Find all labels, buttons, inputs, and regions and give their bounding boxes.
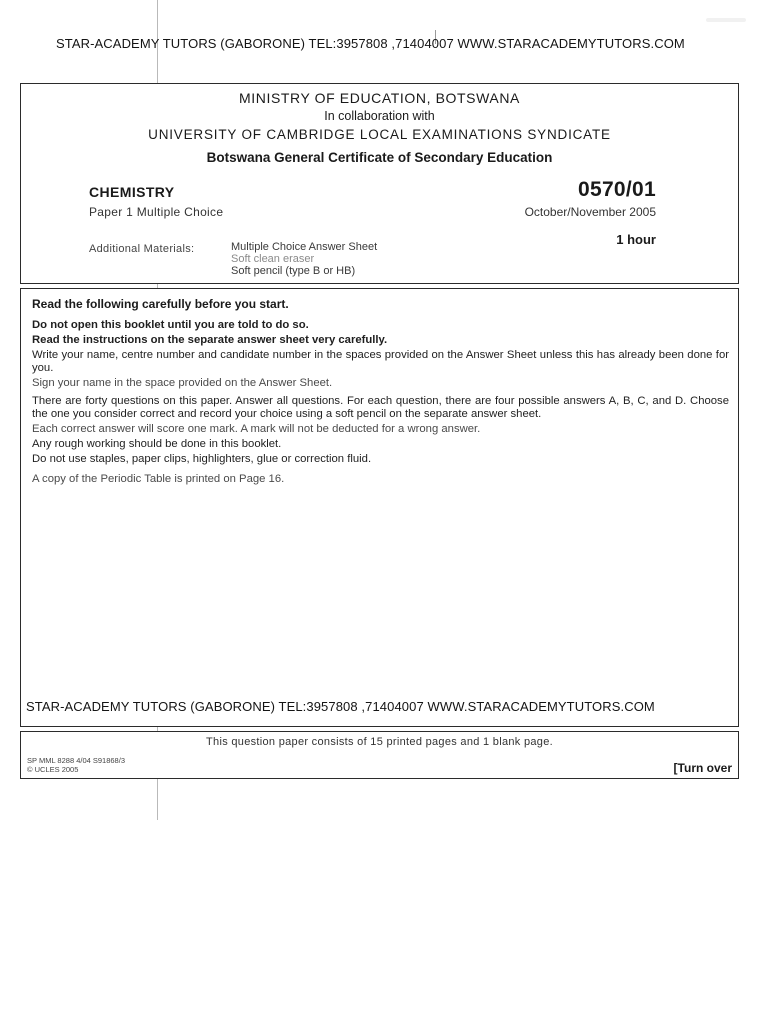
watermark-top: STAR-ACADEMY TUTORS (GABORONE) TEL:3957808 ,71404007 WWW.STARACADEMYTUTORS.COM (56, 36, 685, 51)
scan-smudge (706, 18, 746, 22)
instructions-box (20, 288, 739, 727)
reference-line: SP MML 8288 4/04 S91868/3 (27, 756, 125, 765)
instruction-item: Sign your name in the space provided on the Answer Sheet. (32, 376, 333, 389)
pages-note: This question paper consists of 15 printed pages and 1 blank page. (206, 736, 553, 748)
instruction-item: Do not use staples, paper clips, highlighters, glue or correction fluid. (32, 452, 372, 465)
copyright-line: © UCLES 2005 (27, 765, 79, 774)
exam-header-box (20, 83, 739, 284)
instructions-heading: Read the following carefully before you start. (32, 297, 289, 311)
additional-materials-label: Additional Materials: (89, 243, 195, 255)
subject-title: CHEMISTRY (89, 184, 175, 200)
instruction-item: There are forty questions on this paper. Answer all questions. For each question, there are four possible answers A, B, C, and D. Choose the one you consider correct and record your choice using a soft pencil on the separate answer sheet. (32, 395, 729, 420)
additional-materials-list (231, 241, 377, 277)
certificate-title: Botswana General Certificate of Secondary Education (206, 150, 553, 165)
instruction-item: Any rough working should be done in this booklet. (32, 437, 282, 450)
list-item: Soft clean eraser (231, 253, 315, 265)
ministry-title: MINISTRY OF EDUCATION, BOTSWANA (239, 90, 520, 106)
instruction-item: A copy of the Periodic Table is printed on Page 16. (32, 473, 285, 485)
paper-reference-code (27, 756, 125, 774)
instruction-item: Write your name, centre number and candidate number in the spaces provided on the Answer Sheet unless this has already been done for you. (32, 349, 729, 374)
turn-over-label: [Turn over (673, 761, 732, 775)
footer-box (20, 731, 739, 779)
instruction-item: Each correct answer will score one mark. A mark will not be deducted for a wrong answer. (32, 422, 481, 435)
paper-code: 0570/01 (577, 178, 656, 201)
instructions-list (32, 319, 729, 488)
exam-duration: 1 hour (616, 232, 656, 247)
examining-body: UNIVERSITY OF CAMBRIDGE LOCAL EXAMINATIONS SYNDICATE (148, 127, 611, 142)
watermark-bottom: STAR-ACADEMY TUTORS (GABORONE) TEL:3957808 ,71404007 WWW.STARACADEMYTUTORS.COM (26, 699, 655, 714)
list-item: Multiple Choice Answer Sheet (231, 241, 378, 253)
exam-session: October/November 2005 (524, 205, 656, 219)
instruction-item: Do not open this booklet until you are told to do so. (32, 319, 309, 331)
collaboration-line: In collaboration with (324, 109, 435, 123)
instruction-item: Read the instructions on the separate answer sheet very carefully. (32, 334, 388, 346)
paper-description: Paper 1 Multiple Choice (89, 205, 224, 219)
list-item: Soft pencil (type B or HB) (231, 265, 356, 277)
